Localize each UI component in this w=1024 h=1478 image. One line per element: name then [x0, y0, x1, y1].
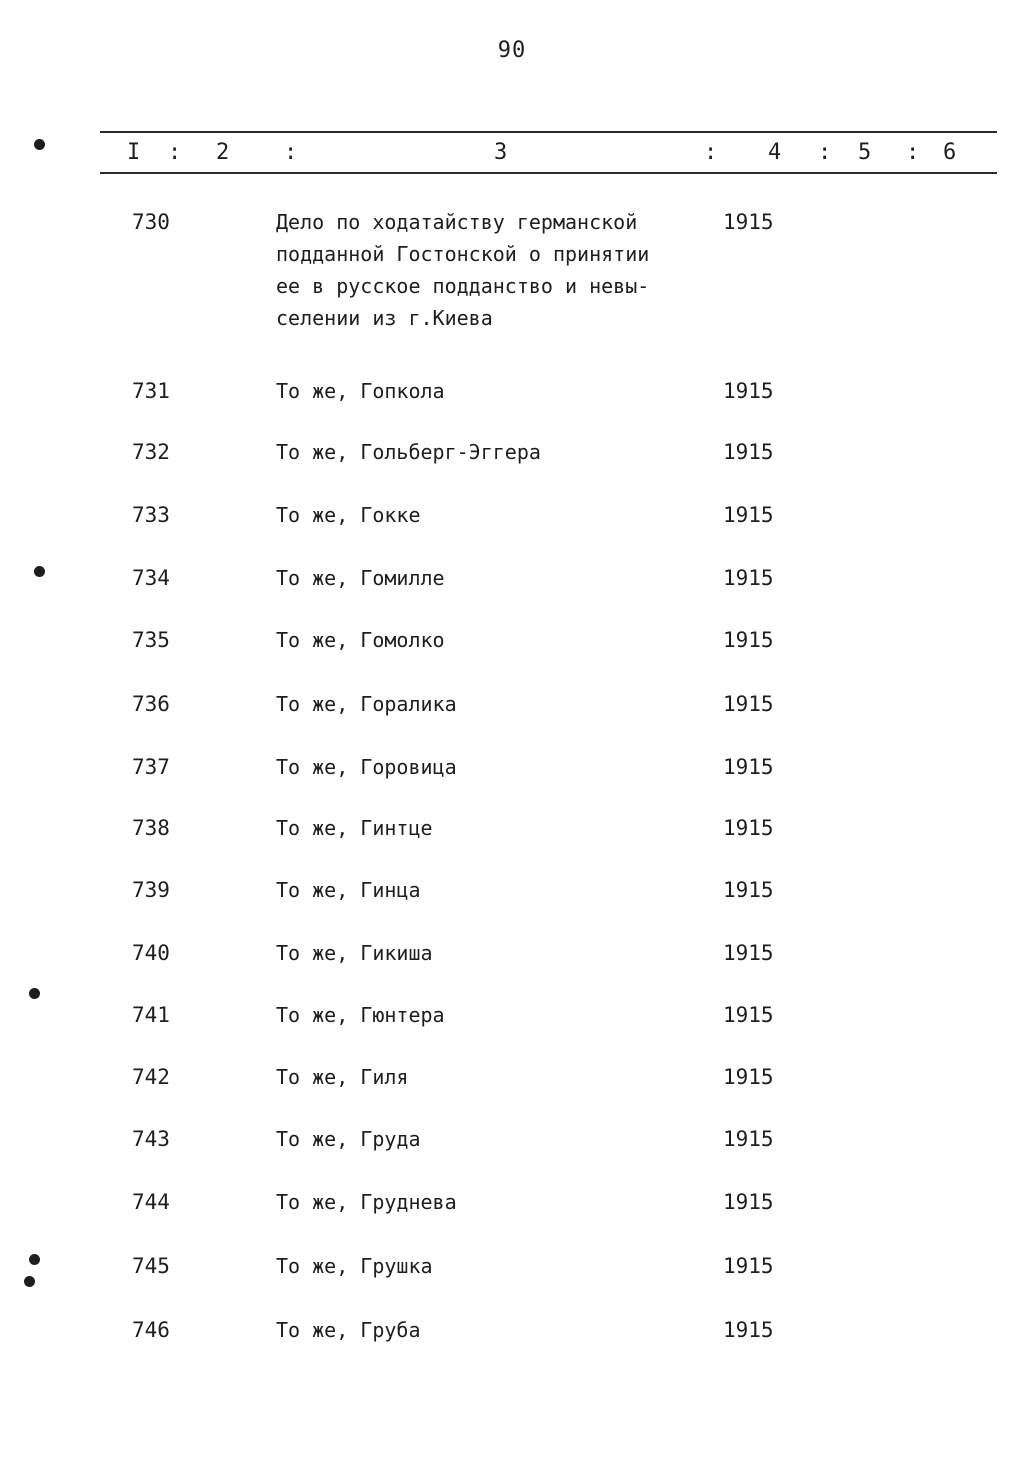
- row-year: 1915: [723, 503, 774, 527]
- row-title: То же, Грушка: [276, 1254, 433, 1278]
- row-year: 1915: [723, 210, 774, 234]
- row-year: 1915: [723, 692, 774, 716]
- row-year: 1915: [723, 1127, 774, 1151]
- header-separator: :: [168, 140, 182, 165]
- row-title: Дело по ходатайству германской подданной Гостонской о принятии ее в русское подданство и невы- селении из г.Киева: [276, 210, 650, 330]
- header-col-2: 2: [216, 140, 230, 165]
- row-title: То же, Горалика: [276, 692, 457, 716]
- row-number: 746: [132, 1318, 170, 1342]
- header-top-rule: [100, 131, 997, 133]
- row-number: 745: [132, 1254, 170, 1278]
- row-number: 738: [132, 816, 170, 840]
- row-number: 734: [132, 566, 170, 590]
- row-number: 730: [132, 210, 170, 234]
- punch-hole-mark: [29, 1254, 40, 1265]
- row-title: То же, Гюнтера: [276, 1003, 445, 1027]
- row-year: 1915: [723, 1254, 774, 1278]
- header-separator: :: [704, 140, 718, 165]
- row-title: То же, Гиля: [276, 1065, 409, 1089]
- row-number: 733: [132, 503, 170, 527]
- header-col-5: 5: [858, 140, 872, 165]
- row-title: То же, Гикиша: [276, 941, 433, 965]
- row-title: То же, Гинца: [276, 878, 421, 902]
- row-title: То же, Гопкола: [276, 379, 445, 403]
- row-year: 1915: [723, 379, 774, 403]
- header-col-1: I: [127, 140, 141, 165]
- header-col-6: 6: [943, 140, 957, 165]
- row-year: 1915: [723, 941, 774, 965]
- row-year: 1915: [723, 440, 774, 464]
- row-title: То же, Гомилле: [276, 566, 445, 590]
- row-number: 732: [132, 440, 170, 464]
- punch-hole-mark: [24, 1276, 35, 1287]
- row-number: 744: [132, 1190, 170, 1214]
- row-year: 1915: [723, 755, 774, 779]
- row-title: То же, Груднева: [276, 1190, 457, 1214]
- row-year: 1915: [723, 878, 774, 902]
- row-year: 1915: [723, 1003, 774, 1027]
- row-number: 731: [132, 379, 170, 403]
- row-title: То же, Груба: [276, 1318, 421, 1342]
- row-number: 737: [132, 755, 170, 779]
- row-number: 742: [132, 1065, 170, 1089]
- header-separator: :: [284, 140, 298, 165]
- row-year: 1915: [723, 816, 774, 840]
- header-col-4: 4: [768, 140, 782, 165]
- page-number: 90: [497, 38, 527, 63]
- punch-hole-mark: [29, 988, 40, 999]
- row-number: 741: [132, 1003, 170, 1027]
- row-number: 735: [132, 628, 170, 652]
- row-number: 743: [132, 1127, 170, 1151]
- punch-hole-mark: [34, 566, 45, 577]
- row-title: То же, Гокке: [276, 503, 421, 527]
- header-bottom-rule: [100, 172, 997, 174]
- row-year: 1915: [723, 628, 774, 652]
- row-title: То же, Гомолко: [276, 628, 445, 652]
- header-separator: :: [818, 140, 832, 165]
- header-separator: :: [906, 140, 920, 165]
- row-year: 1915: [723, 1318, 774, 1342]
- row-title: То же, Гинтце: [276, 816, 433, 840]
- header-col-3: 3: [494, 140, 508, 165]
- row-number: 740: [132, 941, 170, 965]
- row-title: То же, Гольберг-Эггера: [276, 440, 541, 464]
- row-title: То же, Горовица: [276, 755, 457, 779]
- row-number: 736: [132, 692, 170, 716]
- row-year: 1915: [723, 1190, 774, 1214]
- punch-hole-mark: [34, 139, 45, 150]
- row-title: То же, Груда: [276, 1127, 421, 1151]
- row-year: 1915: [723, 1065, 774, 1089]
- row-number: 739: [132, 878, 170, 902]
- row-year: 1915: [723, 566, 774, 590]
